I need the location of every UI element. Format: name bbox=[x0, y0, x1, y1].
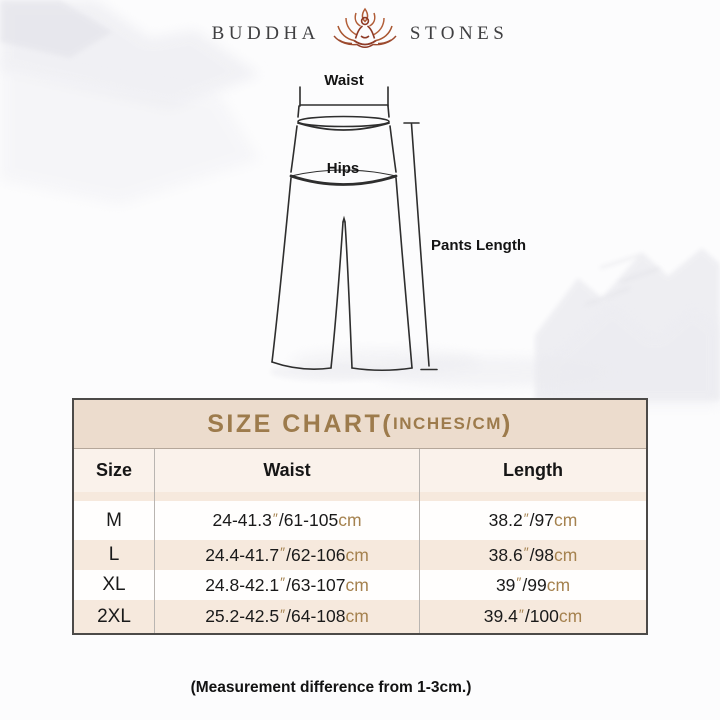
size-cell: XL bbox=[74, 570, 155, 600]
length-cell: 38.6 ″ / 98 cm bbox=[488, 544, 578, 565]
waist-diagram-label: Waist bbox=[324, 72, 364, 89]
waist-cell: 24.8-42.1 ″ / 63-107 cm bbox=[155, 570, 420, 600]
size-cell: 2XL bbox=[74, 600, 155, 633]
length-cell: 39 ″ / 99 cm bbox=[495, 574, 571, 595]
size-cell: M bbox=[74, 501, 155, 540]
table-row-l bbox=[74, 540, 646, 570]
size-cell: L bbox=[74, 540, 155, 570]
table-spacer-row bbox=[74, 492, 646, 501]
waist-cell: 24-41.3 ″ / 61-105 cm bbox=[155, 501, 420, 540]
size-chart-units: INCHES/CM bbox=[393, 414, 502, 433]
title-paren-close: ) bbox=[501, 409, 513, 438]
length-cell: 38.2 ″ / 97 cm bbox=[488, 509, 578, 530]
table-header-row bbox=[74, 449, 646, 492]
column-header-waist: Waist bbox=[155, 449, 420, 492]
column-header-length: Length bbox=[503, 460, 563, 480]
table-row-m bbox=[74, 501, 646, 540]
measurement-footnote: (Measurement difference from 1-3cm.) bbox=[190, 679, 472, 696]
length-cell: 39.4 ″ / 100 cm bbox=[483, 605, 583, 626]
pants-length-diagram-label: Pants Length bbox=[431, 237, 527, 254]
brand-name-right: STONES bbox=[409, 23, 509, 44]
size-chart-title-band bbox=[74, 400, 646, 449]
brand-name-left: BUDDHA bbox=[211, 23, 320, 44]
hips-diagram-label: Hips bbox=[326, 160, 360, 177]
column-header-size: Size bbox=[74, 449, 155, 492]
waist-cell: 24.4-41.7 ″ / 62-106 cm bbox=[155, 540, 420, 570]
table-row-xl bbox=[74, 570, 646, 600]
size-chart-table bbox=[72, 398, 648, 635]
table-row-2xl bbox=[74, 600, 646, 633]
size-chart-title: SIZE CHART bbox=[207, 409, 383, 438]
title-paren-open: ( bbox=[382, 409, 394, 438]
waist-cell: 25.2-42.5 ″ / 64-108 cm bbox=[155, 600, 420, 633]
